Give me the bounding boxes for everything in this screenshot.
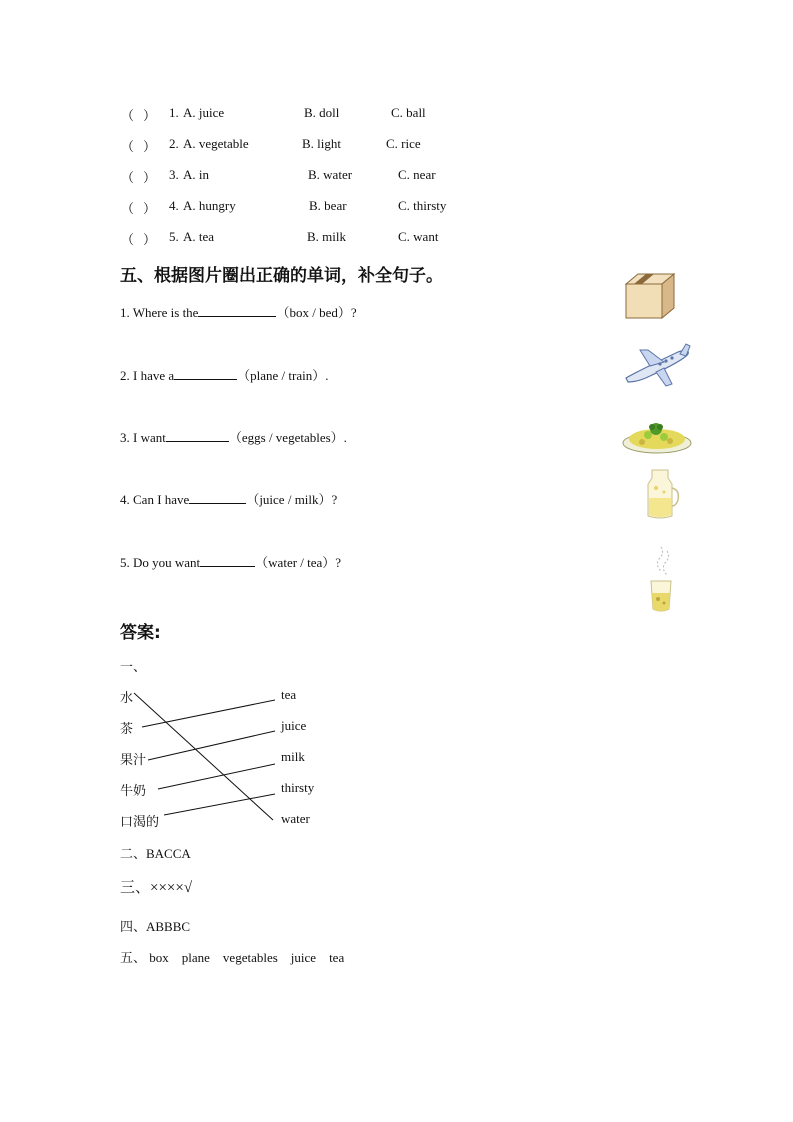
sentence-options: （water / tea）?	[255, 555, 342, 570]
answer-bracket-open[interactable]: （	[121, 232, 135, 247]
sentence-options: （eggs / vegetables）.	[228, 430, 347, 445]
sentence-prefix: 5. Do you want	[120, 555, 201, 570]
answer-word: tea	[329, 950, 345, 965]
sentence-prefix: 4. Can I have	[120, 492, 190, 507]
option-c: C. thirsty	[398, 198, 447, 213]
answer-bracket-close: ）	[143, 232, 157, 247]
match-right-item: water	[281, 811, 310, 826]
match-right-item: juice	[281, 718, 307, 733]
answer-part5	[120, 947, 344, 966]
answer-part2: 二、BACCA	[120, 846, 191, 861]
option-a: A. vegetable	[183, 136, 249, 151]
question-number: 1.	[169, 105, 179, 120]
match-line-water	[134, 693, 273, 820]
match-left-item: 水	[120, 690, 134, 705]
option-a: A. hungry	[183, 198, 236, 213]
match-left-item: 果汁	[120, 752, 147, 767]
answer-part1-label: 一、	[120, 659, 147, 674]
answer-word: plane	[181, 950, 210, 965]
answer-word: box	[149, 950, 169, 965]
option-c: C. want	[398, 229, 439, 244]
match-left-item: 茶	[120, 721, 134, 736]
option-c: C. near	[398, 167, 436, 182]
match-line-juice	[148, 731, 275, 760]
option-c: C. rice	[386, 136, 421, 151]
option-a: A. tea	[183, 229, 215, 244]
match-line-thirsty	[164, 794, 275, 815]
sentence-prefix: 1. Where is the	[120, 305, 199, 320]
match-left-item: 口渴的	[120, 814, 160, 829]
option-b: B. milk	[307, 229, 347, 244]
question-number: 4.	[169, 198, 179, 213]
answer-part3: 三、××××√	[120, 880, 193, 896]
sentence-options: （juice / milk）?	[246, 492, 338, 507]
option-b: B. water	[308, 167, 353, 182]
question-number: 5.	[169, 229, 179, 244]
answer-bracket-close: ）	[143, 201, 157, 216]
answer-word: vegetables	[222, 950, 278, 965]
answer-bracket-close: ）	[143, 170, 157, 185]
answer-bracket-close: ）	[143, 108, 157, 123]
match-right-item: tea	[281, 687, 297, 702]
answer-part5-label: 五、	[120, 950, 147, 965]
option-c: C. ball	[391, 105, 426, 120]
match-right-item: milk	[281, 749, 305, 764]
option-b: B. light	[302, 136, 342, 151]
match-right-item: thirsty	[281, 780, 315, 795]
section5-heading: 五、根据图片圈出正确的单词，补全句子。	[120, 266, 443, 286]
sentence-prefix: 3. I want	[120, 430, 166, 445]
option-b: B. bear	[309, 198, 347, 213]
match-line-tea	[142, 700, 275, 727]
answer-bracket-open[interactable]: （	[121, 201, 135, 216]
answers-heading: 答案:	[120, 623, 161, 643]
answer-bracket-open[interactable]: （	[121, 108, 135, 123]
match-left-item: 牛奶	[120, 783, 147, 798]
answer-bracket-open[interactable]: （	[121, 170, 135, 185]
option-b: B. doll	[304, 105, 340, 120]
question-number: 2.	[169, 136, 179, 151]
sentence-options: （plane / train）.	[237, 368, 329, 383]
question-number: 3.	[169, 167, 179, 182]
answer-bracket-close: ）	[143, 139, 157, 154]
answer-word: juice	[290, 950, 317, 965]
answer-part4: 四、ABBBC	[120, 919, 191, 934]
sentence-options: （box / bed）?	[276, 305, 357, 320]
answer-bracket-open[interactable]: （	[121, 139, 135, 154]
option-a: A. in	[183, 167, 209, 182]
option-a: A. juice	[183, 105, 225, 120]
sentence-prefix: 2. I have a	[120, 368, 175, 383]
